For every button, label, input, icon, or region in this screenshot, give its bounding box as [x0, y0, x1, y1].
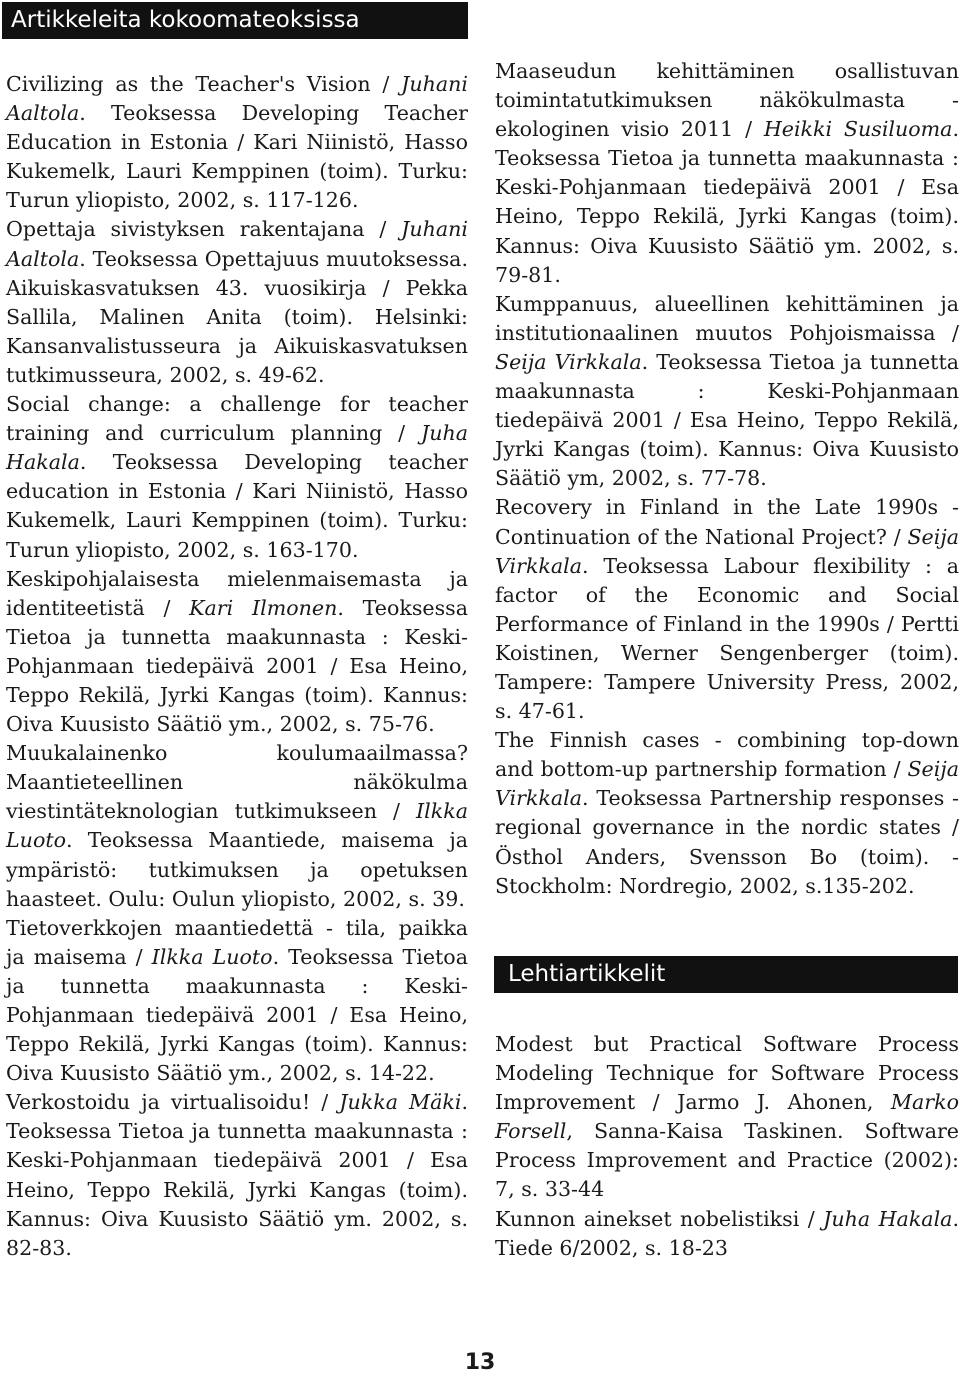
- entry-details: . Teoksessa Developing teacher education in Estonia / Kari Niinistö, Hasso Kukemelk, Lauri Kemppinen (toim). Turku: Turun yliopisto, 2002, s. 163-170.: [6, 450, 468, 562]
- entry-details: . Teoksessa Developing Teacher Education in Estonia / Kari Niinistö, Hasso Kukemelk, Lauri Kemppinen (toim). Turku: Turun yliopisto, 2002, s. 117-126.: [6, 101, 468, 213]
- bibliography-entry: [495, 290, 959, 494]
- journal-articles-list: [495, 1030, 959, 1263]
- entry-details: . Tiede 6/2002, s. 18-23: [495, 1206, 959, 1260]
- entry-title: Opettaja sivistyksen rakentajana /: [6, 217, 402, 242]
- section-heading-articles-in-collections: Artikkeleita kokoomateoksissa: [2, 2, 468, 39]
- bibliography-entry: [6, 914, 468, 1089]
- entry-title: Modest but Practical Software Process Modeling Technique for Software Process Improvement / Jarmo J. Ahonen,: [495, 1032, 959, 1115]
- entry-title: The Finnish cases - combining top-down and bottom-up partnership formation /: [495, 728, 959, 782]
- entry-title: Maaseudun kehittäminen osallistuvan toimintatutkimuksen näkökulmasta - ekologinen visio 2011 /: [495, 59, 959, 142]
- entry-details: . Teoksessa Tietoa ja tunnetta maakunnasta : Keski-Pohjanmaan tiedepäivä 2001 / Esa Heino, Teppo Rekilä, Jyrki Kangas (toim). Kannus: Oiva Kuusisto Säätiö ym., 2002, s. 14-22.: [6, 944, 468, 1086]
- entry-title: Keskipohjalaisesta mielenmaisemasta ja identiteetistä /: [6, 566, 468, 620]
- entry-details: . Teoksessa Maantiede, maisema ja ympäristö: tutkimuksen ja opetuksen haasteet. Oulu: Oulun yliopisto, 2002, s. 39.: [6, 828, 468, 911]
- left-column: [6, 70, 468, 1263]
- entry-details: . Teoksessa Tietoa ja tunnetta maakunnasta : Keski-Pohjanmaan tiedepäivä 2001 / Esa Heino, Teppo Rekilä, Jyrki Kangas (toim). Kannus: Oiva Kuusisto Säätiö ym, 2002, s. 77-78.: [495, 349, 960, 491]
- entry-title: Verkostoidu ja virtualisoidu! /: [6, 1090, 340, 1115]
- entry-title: Muukalainenko koulumaailmassa? Maantieteellinen näkökulma viestintäteknologian tutkimukseen /: [6, 741, 468, 824]
- entry-author: Ilkka Luoto: [151, 944, 273, 969]
- entry-author: Juha Hakala: [823, 1206, 953, 1231]
- entry-author: Seija Virkkala: [495, 524, 959, 578]
- entry-author: Jukka Mäki: [339, 1090, 462, 1115]
- entry-author: Kari Ilmonen: [189, 595, 338, 620]
- bibliography-entry: [6, 70, 468, 215]
- bibliography-entry: [495, 57, 959, 290]
- bibliography-entry: [6, 215, 468, 390]
- entry-details: . Teoksessa Tietoa ja tunnetta maakunnasta : Keski-Pohjanmaan tiedepäivä 2001 / Esa Heino, Teppo Rekilä, Jyrki Kangas (toim). Kannus: Oiva Kuusisto Säätiö ym., 2002, s. 75-76.: [6, 595, 468, 737]
- entry-details: , Sanna-Kaisa Taskinen. Software Process Improvement and Practice (2002): 7, s. 33-44: [495, 1119, 959, 1202]
- bibliography-entry: [495, 493, 959, 726]
- entry-title: Recovery in Finland in the Late 1990s - Continuation of the National Project? /: [495, 495, 959, 549]
- bibliography-entry: [6, 739, 468, 914]
- entry-title: Civilizing as the Teacher's Vision /: [6, 72, 402, 96]
- entry-author: Marko Forsell: [495, 1090, 959, 1144]
- page-number: 13: [464, 1350, 496, 1375]
- bibliography-entry: [495, 1030, 959, 1205]
- bibliography-entry: [495, 726, 959, 901]
- entry-author: Heikki Susiluoma: [763, 117, 953, 142]
- entry-author: Ilkka Luoto: [6, 799, 468, 853]
- entry-author: Seija Virkkala: [495, 757, 959, 811]
- entry-author: Juha Hakala: [6, 421, 468, 475]
- entry-title: Kunnon ainekset nobelistiksi /: [495, 1206, 824, 1231]
- entry-author: Juhani Aaltola: [6, 72, 468, 126]
- entry-title: Tietoverkkojen maantiedettä - tila, paikka ja maisema /: [6, 915, 468, 969]
- entry-details: . Teoksessa Labour flexibility : a factor of the Economic and Social Performance of Finland in the 1990s / Pertti Koistinen, Werner Sengenberger (toim). Tampere: Tampere University Press, 2002, s. 47-61.: [495, 553, 959, 724]
- entry-title: Social change: a challenge for teacher training and curriculum planning /: [6, 392, 468, 446]
- section-heading-journal-articles: Lehtiartikkelit: [494, 956, 958, 993]
- entry-details: . Teoksessa Tietoa ja tunnetta maakunnasta : Keski-Pohjanmaan tiedepäivä 2001 / Esa Heino, Teppo Rekilä, Jyrki Kangas (toim). Kannus: Oiva Kuusisto Säätiö ym. 2002, s. 79-81.: [495, 117, 960, 287]
- bibliography-entry: [495, 1205, 959, 1263]
- bibliography-entry: [6, 390, 468, 565]
- bibliography-entry: [6, 1088, 468, 1263]
- entry-details: . Teoksessa Opettajuus muutoksessa. Aikuiskasvatuksen 43. vuosikirja / Pekka Sallila, Malinen Anita (toim). Helsinki: Kansanvalistusseura ja Aikuiskasvatuksen tutkimusseura, 2002, s. 49-62.: [6, 246, 468, 387]
- entry-details: . Teoksessa Partnership responses - regional governance in the nordic states / Östhol Anders, Svensson Bo (toim). - Stockholm: Nordregio, 2002, s.135-202.: [495, 786, 959, 898]
- entry-author: Seija Virkkala: [495, 349, 642, 374]
- entry-title: Kumppanuus, alueellinen kehittäminen ja institutionaalinen muutos Pohjoismaissa /: [495, 291, 959, 345]
- bibliography-entry: [6, 565, 468, 740]
- right-column: [495, 57, 959, 901]
- entry-author: Juhani Aaltola: [6, 217, 468, 271]
- entry-details: . Teoksessa Tietoa ja tunnetta maakunnasta : Keski-Pohjanmaan tiedepäivä 2001 / Esa Heino, Teppo Rekilä, Jyrki Kangas (toim). Kannus: Oiva Kuusisto Säätiö ym. 2002, s. 82-83.: [6, 1090, 468, 1260]
